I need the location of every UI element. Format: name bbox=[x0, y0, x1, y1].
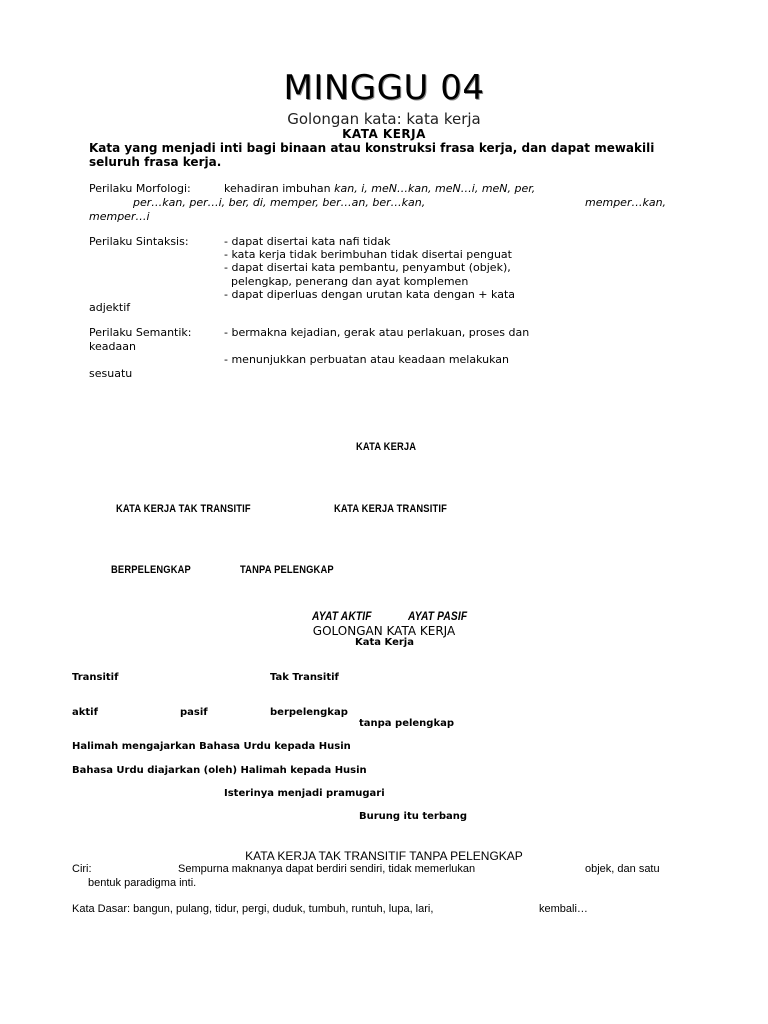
sintaksis-line-4: pelengkap, penerang dan ayat komplemen bbox=[224, 275, 469, 288]
label-aktif: aktif bbox=[72, 707, 98, 718]
definition-text: Kata yang menjadi inti bagi binaan atau konstruksi frasa kerja, dan dapat mewakili seluruh frasa kerja. bbox=[89, 141, 655, 169]
diagram-ayat-aktif: AYAT AKTIF bbox=[312, 609, 372, 623]
label-berpelengkap: berpelengkap bbox=[270, 707, 348, 718]
morfologi-text bbox=[224, 182, 535, 195]
page-subtitle: Golongan kata: kata kerja bbox=[287, 110, 481, 128]
label-transitif: Transitif bbox=[72, 672, 119, 683]
label-pasif: pasif bbox=[180, 707, 208, 718]
golongan-title: GOLONGAN KATA KERJA bbox=[312, 624, 456, 638]
morfologi-affixes-3: memper…kan, bbox=[585, 196, 667, 209]
ciri-text: Sempurna maknanya dapat berdiri sendiri, tidak memerlukan bbox=[178, 863, 476, 875]
label-tanpa-pelengkap: tanpa pelengkap bbox=[359, 718, 455, 729]
tanpa-section-title: KATA KERJA TAK TRANSITIF TANPA PELENGKAP bbox=[245, 849, 523, 863]
sintaksis-label: Perilaku Sintaksis: bbox=[89, 235, 189, 248]
kata-dasar-text: Kata Dasar: bangun, pulang, tidur, pergi, duduk, tumbuh, runtuh, lupa, lari, bbox=[72, 903, 434, 915]
example-1: Halimah mengajarkan Bahasa Urdu kepada Husin bbox=[72, 741, 351, 752]
ciri-text-2: objek, dan satu bbox=[585, 863, 660, 875]
example-4: Burung itu terbang bbox=[359, 811, 468, 822]
page-title: MINGGU 04 bbox=[283, 68, 485, 108]
semantik-label: Perilaku Semantik: bbox=[89, 326, 192, 339]
example-3: Isterinya menjadi pramugari bbox=[224, 788, 385, 799]
semantik-line-1: - bermakna kejadian, gerak atau perlakuan, proses dan bbox=[224, 326, 530, 339]
diagram-ayat-pasif: AYAT PASIF bbox=[408, 609, 468, 623]
diagram-berpelengkap: BERPELENGKAP bbox=[111, 564, 191, 576]
label-tak-transitif: Tak Transitif bbox=[270, 672, 339, 683]
diagram-transitif: KATA KERJA TRANSITIF bbox=[334, 503, 448, 515]
kata-dasar-text-2: kembali… bbox=[539, 903, 588, 915]
ciri-label: Ciri: bbox=[72, 863, 92, 875]
morfologi-affixes-2: per…kan, per…i, ber, di, memper, ber…an, ber…kan, bbox=[133, 196, 426, 209]
section-heading: KATA KERJA bbox=[342, 127, 426, 141]
golongan-subtitle: Kata Kerja bbox=[355, 637, 414, 648]
diagram-tak-transitif: KATA KERJA TAK TRANSITIF bbox=[116, 503, 251, 515]
morfologi-affixes-4: memper…i bbox=[89, 210, 150, 223]
sintaksis-line-6: adjektif bbox=[89, 301, 131, 314]
morfologi-intro: kehadiran imbuhan bbox=[224, 182, 335, 195]
semantik-line-3: - menunjukkan perbuatan atau keadaan melakukan bbox=[224, 353, 509, 366]
example-2: Bahasa Urdu diajarkan (oleh) Halimah kepada Husin bbox=[72, 765, 367, 776]
ciri-text-3: bentuk paradigma inti. bbox=[88, 877, 197, 889]
sintaksis-line-3: - dapat disertai kata pembantu, penyambut (objek), bbox=[224, 261, 511, 274]
semantik-line-4: sesuatu bbox=[89, 367, 133, 380]
sintaksis-line-1: - dapat disertai kata nafi tidak bbox=[224, 235, 391, 248]
morfologi-affixes-1: kan, i, meN…kan, meN…i, meN, per, bbox=[334, 182, 536, 195]
diagram-tanpa-pelengkap: TANPA PELENGKAP bbox=[240, 564, 334, 576]
semantik-line-2: keadaan bbox=[89, 340, 136, 353]
sintaksis-line-2: - kata kerja tidak berimbuhan tidak disertai penguat bbox=[224, 248, 512, 261]
morfologi-label: Perilaku Morfologi: bbox=[89, 182, 191, 195]
diagram-root: KATA KERJA bbox=[356, 441, 417, 453]
sintaksis-line-5: - dapat diperluas dengan urutan kata dengan + kata bbox=[224, 288, 515, 301]
